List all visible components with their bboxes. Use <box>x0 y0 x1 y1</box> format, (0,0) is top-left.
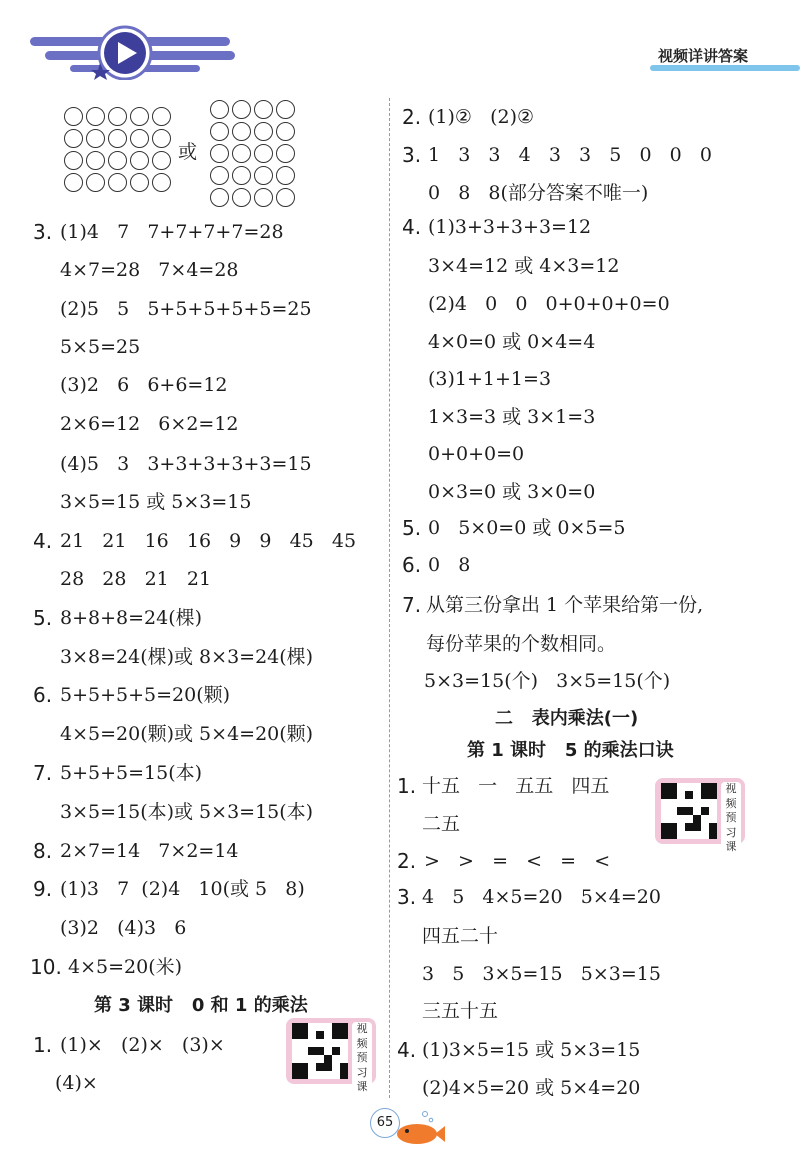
answer-line: 28 28 21 21 <box>60 568 212 590</box>
question-number: 10. <box>30 955 62 979</box>
answer-line: (1)4 7 7+7+7+7=28 <box>60 221 284 243</box>
answer-line: 0 5×0=0 或 0×5=5 <box>428 517 626 539</box>
qr-code[interactable] <box>661 783 717 839</box>
question-number: 6. <box>33 683 53 707</box>
qr-code-badge[interactable] <box>286 1018 376 1093</box>
header-title: 视频详讲答案 <box>658 47 749 65</box>
question-number: 2. <box>397 849 417 873</box>
answer-line: 4×5=20(米) <box>68 956 183 978</box>
answer-line: (2)4 0 0 0+0+0+0=0 <box>428 293 670 315</box>
answer-line: (3)1+1+1=3 <box>428 368 552 390</box>
chapter-title: 二 表内乘法(一) <box>495 708 639 729</box>
answer-line: (1)3 7 (2)4 10(或 5 8) <box>60 878 305 900</box>
answer-line: 5+5+5=15(本) <box>60 762 203 784</box>
answer-line: 3×5=15(本)或 5×3=15(本) <box>60 801 314 823</box>
circle-grid-4x5 <box>210 100 298 208</box>
answer-line: 4×0=0 或 0×4=4 <box>428 331 596 353</box>
question-number: 3. <box>33 220 53 244</box>
answer-line: 4×5=20(颗)或 5×4=20(颗) <box>60 723 314 745</box>
page-number: 65 <box>370 1108 400 1138</box>
answer-line: (3)2 6 6+6=12 <box>60 374 228 396</box>
answer-line: (1)3+3+3+3=12 <box>428 216 592 238</box>
answer-line: 4×7=28 7×4=28 <box>60 259 239 281</box>
qr-caption: 视 频 预 习 课 <box>352 1022 372 1095</box>
question-number: 7. <box>402 593 422 617</box>
header-decoration <box>30 15 250 80</box>
answer-line: 十五 一 五五 四五 <box>422 775 610 797</box>
answer-line: 5×3=15(个) 3×5=15(个) <box>424 670 671 692</box>
question-number: 8. <box>33 839 53 863</box>
question-number: 2. <box>402 105 422 129</box>
answer-line: 3 5 3×5=15 5×3=15 <box>422 963 661 985</box>
question-number: 3. <box>402 143 422 167</box>
question-number: 1. <box>397 774 417 798</box>
answer-line: 5+5+5+5=20(颗) <box>60 684 231 706</box>
qr-pattern-icon <box>661 783 717 839</box>
question-number: 3. <box>397 885 417 909</box>
answer-line: (2)4×5=20 或 5×4=20 <box>422 1077 641 1099</box>
question-number: 1. <box>33 1033 53 1057</box>
question-number: 7. <box>33 761 53 785</box>
answer-line: 2×6=12 6×2=12 <box>60 413 239 435</box>
answer-line: (4)5 3 3+3+3+3+3=15 <box>60 453 312 475</box>
question-number: 4. <box>33 529 53 553</box>
answer-line: 1 3 3 4 3 3 5 0 0 0 <box>428 144 712 166</box>
question-number: 5. <box>402 516 422 540</box>
header-ribbon <box>650 62 800 74</box>
question-number: 4. <box>397 1038 417 1062</box>
column-divider <box>389 98 390 1098</box>
qr-caption: 视 频 预 习 课 <box>721 782 741 855</box>
answer-line: > > = < = < <box>424 850 611 872</box>
answer-line: (1)3×5=15 或 5×3=15 <box>422 1039 641 1061</box>
answer-line: 21 21 16 16 9 9 45 45 <box>60 530 357 552</box>
answer-line: 三五十五 <box>422 1000 499 1022</box>
qr-code[interactable] <box>292 1023 348 1079</box>
answer-line: 0×3=0 或 3×0=0 <box>428 481 596 503</box>
answer-line: (3)2 (4)3 6 <box>60 917 187 939</box>
answer-line: 0 8 8(部分答案不唯一) <box>428 182 649 204</box>
answer-line: (1)× (2)× (3)× <box>60 1034 225 1056</box>
circle-grid-5x4 <box>64 107 174 193</box>
answer-line: 二五 <box>422 813 461 835</box>
question-number: 4. <box>402 215 422 239</box>
or-label: 或 <box>178 141 198 163</box>
question-number: 5. <box>33 606 53 630</box>
qr-code-badge[interactable] <box>655 778 745 853</box>
answer-line: 0 8 <box>428 554 471 576</box>
question-number: 9. <box>33 877 53 901</box>
answer-line: (2)5 5 5+5+5+5+5=25 <box>60 298 312 320</box>
answer-line: 8+8+8=24(棵) <box>60 607 203 629</box>
lesson-title: 第 3 课时 0 和 1 的乘法 <box>94 995 308 1016</box>
answer-line: 1×3=3 或 3×1=3 <box>428 406 596 428</box>
answer-line: 3×5=15 或 5×3=15 <box>60 491 252 513</box>
answer-line: 每份苹果的个数相同。 <box>426 633 617 655</box>
answer-line: 5×5=25 <box>60 336 141 358</box>
answer-line: 4 5 4×5=20 5×4=20 <box>422 886 661 908</box>
answer-line: 0+0+0=0 <box>428 443 525 465</box>
answer-line: (4)× <box>55 1072 98 1094</box>
answer-line: 3×8=24(棵)或 8×3=24(棵) <box>60 646 314 668</box>
lesson-title: 第 1 课时 5 的乘法口诀 <box>467 740 674 761</box>
qr-pattern-icon <box>292 1023 348 1079</box>
answer-line: 从第三份拿出 1 个苹果给第一份, <box>426 594 704 616</box>
question-number: 6. <box>402 553 422 577</box>
answer-line: 3×4=12 或 4×3=12 <box>428 255 620 277</box>
answer-line: 2×7=14 7×2=14 <box>60 840 239 862</box>
answer-line: 四五二十 <box>422 925 499 947</box>
answer-line: (1)② (2)② <box>428 106 535 128</box>
